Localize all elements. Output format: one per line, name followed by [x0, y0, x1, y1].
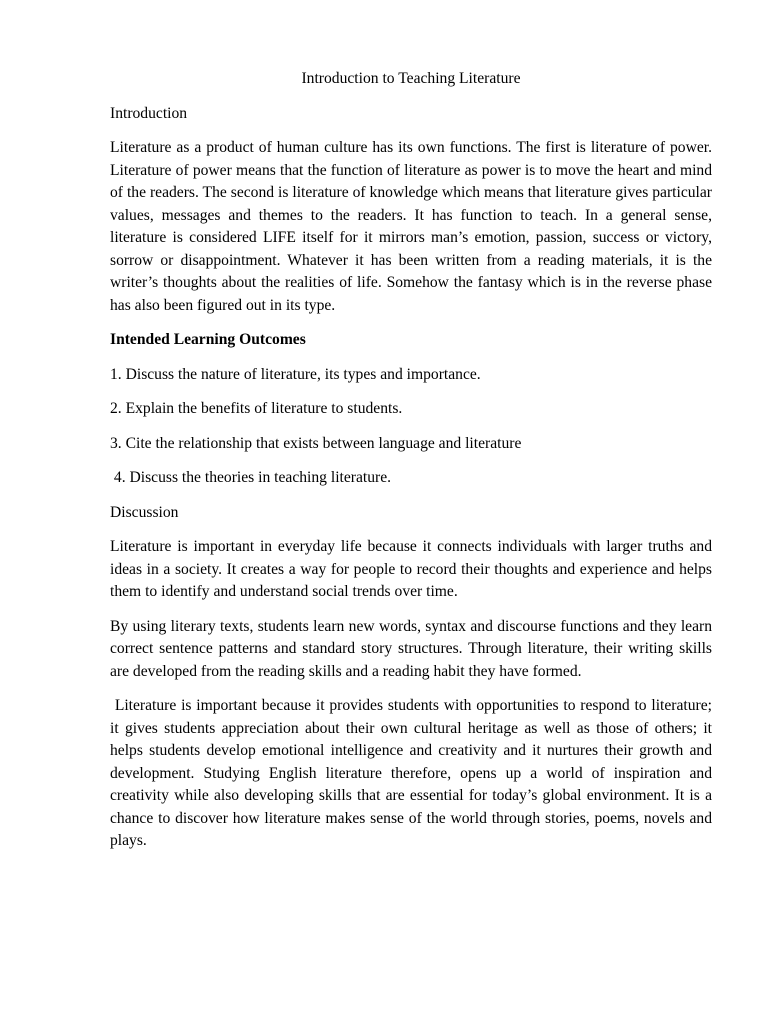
outcome-item-1: 1. Discuss the nature of literature, its types and importance.: [110, 365, 481, 383]
outcome-item-3: 3. Cite the relationship that exists between language and literature: [110, 434, 522, 452]
introduction-paragraph: Literature as a product of human culture has its own functions. The first is literature of power. Literature of power means that the function of literature as power is to move the heart and mind of the readers. The second is literature of knowledge which means that literature gives particular values, messages and themes to the readers. It has function to teach. In a general sense, literature is considered LIFE itself for it mirrors man’s emotion, passion, success or victory, sorrow or disappointment. Whatever it has been written from a reading materials, it is the writer’s thoughts about the realities of life. Somehow the fantasy which is in the reverse phase has also been figured out in its type.: [110, 139, 712, 314]
outcome-item-4: 4. Discuss the theories in teaching literature.: [110, 469, 392, 486]
discussion-paragraph-2: By using literary texts, students learn new words, syntax and discourse functions and they learn correct sentence patterns and standard story structures. Through literature, their writing skills are developed from the reading skills and a reading habit they have formed.: [110, 617, 712, 680]
discussion-paragraph-1: Literature is important in everyday life because it connects individuals with larger truths and ideas in a society. It creates a way for people to record their thoughts and experience and helps them to identify and understand social trends over time.: [110, 538, 712, 600]
document-title: Introduction to Teaching Literature: [301, 70, 521, 87]
document-page: [110, 68, 716, 865]
discussion-paragraph-3: Literature is important because it provides students with opportunities to respond to literature; it gives students appreciation about their own cultural heritage as well as those of others; it helps students develop emotional intelligence and creativity and it nurtures their growth and development. Studying English literature therefore, opens up a world of inspiration and creativity while also developing skills that are essential for today’s global environment. It is a chance to discover how literature makes sense of the world through stories, poems, novels and plays.: [110, 697, 716, 849]
discussion-heading: Discussion: [110, 503, 179, 521]
introduction-heading: Introduction: [110, 104, 188, 122]
learning-outcomes-heading: Intended Learning Outcomes: [110, 331, 306, 348]
outcome-item-2: 2. Explain the benefits of literature to students.: [110, 400, 403, 417]
